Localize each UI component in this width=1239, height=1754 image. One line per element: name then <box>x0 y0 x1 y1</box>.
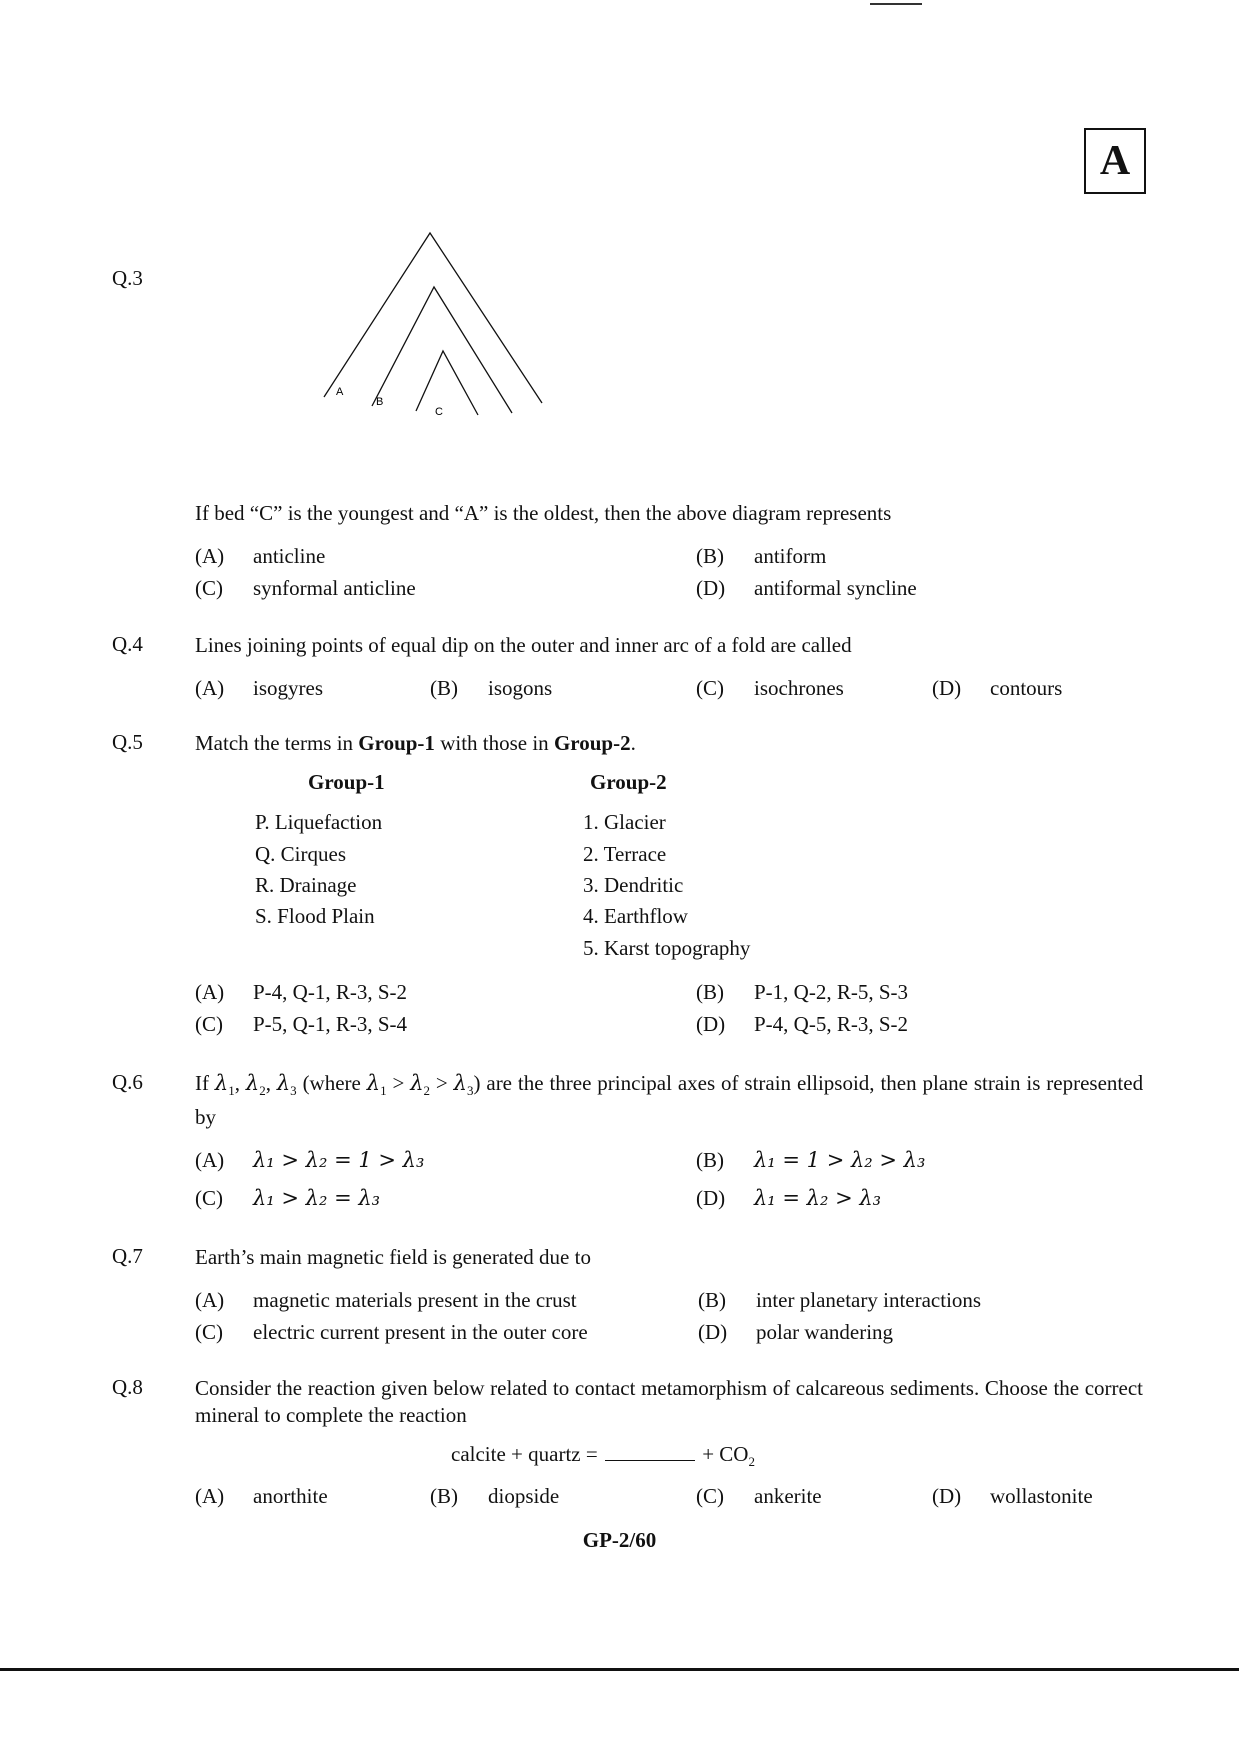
question-text-7: Earth’s main magnetic field is generated due to <box>195 1245 591 1269</box>
question-set-label: A <box>1084 128 1146 194</box>
q7-option-a[interactable]: (A) magnetic materials present in the crust <box>195 1288 577 1312</box>
bed-label-a: A <box>336 386 344 398</box>
question-number-7: Q.7 <box>112 1244 143 1268</box>
q8-option-b[interactable]: (B) diopside <box>430 1484 560 1508</box>
question-text-5: Match the terms in Group-1 with those in Group-2. <box>195 731 636 755</box>
q3-option-d[interactable]: (D) antiformal syncline <box>696 576 917 600</box>
question-text-8: Consider the reaction given below related to contact metamorphism of calcareous sediments. Choose the correct mineral to complete the reaction <box>195 1376 1143 1427</box>
q6-option-a[interactable]: (A) λ₁ > λ₂ = 1 > λ₃ <box>195 1148 425 1172</box>
scan-mark <box>870 3 922 5</box>
q7-option-c[interactable]: (C) electric current present in the outer core <box>195 1320 588 1344</box>
bed-label-c: C <box>435 406 443 418</box>
q3-option-c[interactable]: (C) synformal anticline <box>195 576 416 600</box>
q5-option-d[interactable]: (D) P-4, Q-5, R-3, S-2 <box>696 1012 909 1036</box>
question-number-5: Q.5 <box>112 730 143 754</box>
question-number-6: Q.6 <box>112 1070 143 1094</box>
group-1-heading: Group-1 <box>308 770 385 794</box>
bed-b-outline <box>372 287 512 413</box>
q6-option-c[interactable]: (C) λ₁ > λ₂ = λ₃ <box>195 1186 381 1210</box>
question-number-8: Q.8 <box>112 1375 143 1399</box>
q5-option-c[interactable]: (C) P-5, Q-1, R-3, S-4 <box>195 1012 408 1036</box>
group-2-heading: Group-2 <box>590 770 667 794</box>
group-1-item-s: S. Flood Plain <box>255 904 375 928</box>
group-2-item-4: 4. Earthflow <box>583 904 688 928</box>
q4-option-c[interactable]: (C) isochrones <box>696 676 844 700</box>
group-2-item-2: 2. Terrace <box>583 842 667 866</box>
group-1-item-r: R. Drainage <box>255 873 357 897</box>
page-code: GP-2/60 <box>582 1528 657 1552</box>
q8-option-d[interactable]: (D) wollastonite <box>932 1484 1093 1508</box>
q4-option-d[interactable]: (D) contours <box>932 676 1063 700</box>
group-2-item-3: 3. Dendritic <box>583 873 684 897</box>
reaction-equation: calcite + quartz = + $CO_2$ <box>451 1442 755 1470</box>
q6-option-d[interactable]: (D) λ₁ = λ₂ > λ₃ <box>696 1186 882 1210</box>
q7-option-b[interactable]: (B) inter planetary interactions <box>698 1288 982 1312</box>
q4-option-b[interactable]: (B) isogons <box>430 676 553 700</box>
bed-c-outline <box>416 351 478 415</box>
bed-label-b: B <box>376 396 384 408</box>
q8-option-a[interactable]: (A) anorthite <box>195 1484 328 1508</box>
q5-option-a[interactable]: (A) P-4, Q-1, R-3, S-2 <box>195 980 408 1004</box>
q6-option-b[interactable]: (B) λ₁ = 1 > λ₂ > λ₃ <box>696 1148 926 1172</box>
question-number-4: Q.4 <box>112 632 143 656</box>
question-text-6: If $\lambda_1$, $\lambda_2$, $\lambda_3$ (where $\lambda_1 > \lambda_2 > \lambda_3$) are the three principal axes of strain ellipsoid, then plane strain is represented by <box>195 1071 1144 1130</box>
q4-option-a[interactable]: (A) isogyres <box>195 676 323 700</box>
group-2-item-5: 5. Karst topography <box>583 936 751 960</box>
bed-a-outline <box>324 233 542 403</box>
q3-option-a[interactable]: (A) anticline <box>195 544 326 568</box>
q3-option-b[interactable]: (B) antiform <box>696 544 827 568</box>
question-text-3: If bed “C” is the youngest and “A” is the oldest, then the above diagram represents <box>195 501 892 525</box>
q5-option-b[interactable]: (B) P-1, Q-2, R-5, S-3 <box>696 980 909 1004</box>
bottom-rule <box>0 1668 1239 1671</box>
fold-diagram <box>310 225 560 425</box>
q7-option-d[interactable]: (D) polar wandering <box>698 1320 894 1344</box>
group-1-item-q: Q. Cirques <box>255 842 346 866</box>
question-text-4: Lines joining points of equal dip on the outer and inner arc of a fold are called <box>195 633 852 657</box>
group-1-item-p: P. Liquefaction <box>255 810 383 834</box>
question-number-3: Q.3 <box>112 266 143 290</box>
reaction-blank <box>605 1444 695 1461</box>
group-2-item-1: 1. Glacier <box>583 810 666 834</box>
q8-option-c[interactable]: (C) ankerite <box>696 1484 822 1508</box>
